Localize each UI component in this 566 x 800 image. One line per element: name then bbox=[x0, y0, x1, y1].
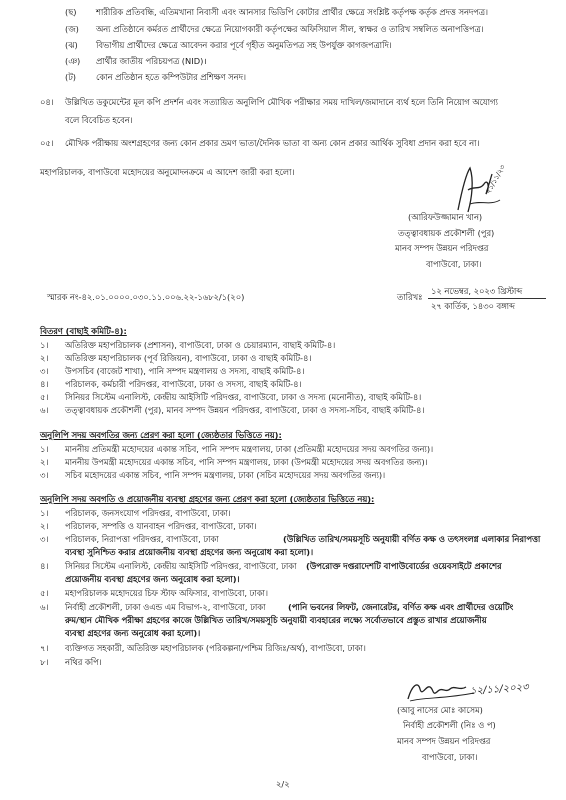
signer-designation: তত্ত্বাবধায়ক প্রকৌশলী (পুর) bbox=[398, 228, 495, 238]
list-item-note: প্রয়োজনীয় ব্যবস্থা গ্রহণের জন্য অনুরোধ করা হলো)। bbox=[65, 574, 240, 584]
copy-info-title: অনুলিপি সদয় অবগতির জন্য প্রেরণ করা হলো (জ্যেষ্ঠতার ভিত্তিতে নয়): bbox=[40, 430, 282, 440]
list-item: সিনিয়র সিস্টেম এনালিস্ট, কেন্দ্রীয় আইসিটি পরিদপ্তর, বাপাউবো, ঢাকা ও সদস্য (মনোনীত), বাছাই কমিটি-৪। bbox=[65, 392, 422, 402]
signer-office: বাপাউবো, ঢাকা। bbox=[422, 752, 478, 762]
item-text: বিভাগীয় প্রার্থীদের ক্ষেত্রে আবেদন করার পূর্বে গৃহীত অনুমতিপত্র সহ উপর্যুক্ত কাগজপত্রাদি। bbox=[96, 40, 392, 50]
list-number: ১। bbox=[40, 340, 49, 350]
item-text: কোন প্রতিষ্ঠান হতে কম্পিউটার প্রশিক্ষণ সনদ। bbox=[96, 72, 246, 82]
list-item: উপসচিব (বাজেট শাখা), পানি সম্পদ মন্ত্রণালয় ও সদস্য, বাছাই কমিটি-৪। bbox=[65, 366, 305, 376]
paragraph-text: বলে বিবেচিত হবেন। bbox=[65, 115, 133, 125]
list-item: মহাপরিচালক মহোদয়ের চিফ স্টাফ অফিসার, বাপাউবো, ঢাকা। bbox=[65, 588, 268, 598]
item-number: (ঞ) bbox=[65, 56, 81, 66]
list-item: অতিরিক্ত মহাপরিচালক (পূর্ব রিজিয়ন), বাপাউবো, ঢাকা ও বাছাই কমিটি-৪। bbox=[65, 353, 312, 363]
list-number: ৫। bbox=[40, 392, 49, 402]
signer-department: মানব সম্পদ উন্নয়ন পরিদপ্তর bbox=[395, 243, 489, 253]
list-number: ৫। bbox=[40, 588, 49, 598]
list-number: ২। bbox=[40, 457, 49, 467]
list-item: অতিরিক্ত মহাপরিচালক (প্রশাসন), বাপাউবো, ঢাকা ও চেয়ারম্যান, বাছাই কমিটি-৪। bbox=[65, 340, 336, 350]
list-item: তত্ত্বাবধায়ক প্রকৌশলী (পুর), মানব সম্পদ উন্নয়ন পরিদপ্তর, বাপাউবো, ঢাকা ও সদস্য-সচিব, বাছাই কমিটি-৪। bbox=[65, 405, 425, 415]
list-item-note: (উপরোক্ত দপ্তরাদেশটি বাপাউবোর্ডের ওয়েবসাইটে প্রকাশের bbox=[306, 561, 502, 571]
list-number: ৮। bbox=[40, 657, 49, 667]
list-item: নির্বাহী প্রকৌশলী, ঢাকা ওএন্ড এম বিভাগ-২, বাপাউবো, ঢাকা bbox=[65, 602, 266, 612]
list-item-note: ব্যবস্থা গ্রহণের জন্য অনুরোধ করা হলো)। bbox=[65, 628, 201, 638]
memo-number: স্মারক নং-৪২.০১.০০০০.০৩০.১১.০০৬.২২-১৬৮২/১(২০) bbox=[47, 292, 245, 302]
list-number: ৪। bbox=[40, 561, 49, 571]
item-number: (ঝ) bbox=[65, 40, 78, 50]
list-item: মাননীয় উপমন্ত্রী মহোদয়ের একান্ত সচিব, পানি সম্পদ মন্ত্রণালয়, ঢাকা (উপমন্ত্রী মহোদয়ের সদয় অবগতির জন্য)। bbox=[65, 457, 428, 467]
list-number: ৬। bbox=[40, 602, 49, 612]
date-label: তারিখঃ bbox=[397, 292, 423, 302]
copy-action-title: অনুলিপি সদয় অবগতি ও প্রয়োজনীয় ব্যবস্থা গ্রহণের জন্য প্রেরণ করা হলো (জ্যেষ্ঠতার ভিত্তিতে নয়): bbox=[40, 494, 375, 504]
item-number: (ট) bbox=[65, 72, 76, 82]
signer-name: (আবু নাসের মোঃ কাসেম) bbox=[397, 705, 483, 715]
list-item: পরিচালক, নিরাপত্তা পরিদপ্তর, বাপাউবো, ঢাকা bbox=[65, 534, 219, 544]
date-english: ১২ নভেম্বর, ২০২৩ খ্রিস্টাব্দ bbox=[431, 286, 523, 296]
list-number: ২। bbox=[40, 353, 49, 363]
list-number: ৬। bbox=[40, 405, 49, 415]
list-item: পরিচালক, জনসংযোগ পরিদপ্তর, বাপাউবো, ঢাকা। bbox=[65, 508, 231, 518]
list-item: পরিচালক, সম্পত্তি ও যানবাহন পরিদপ্তর, বাপাউবো, ঢাকা। bbox=[65, 521, 257, 531]
paragraph-number: ০৪। bbox=[40, 97, 54, 107]
list-number: ৩। bbox=[40, 470, 49, 480]
signer-office: বাপাউবো, ঢাকা। bbox=[426, 259, 482, 269]
date-bangla: ২৭ কার্তিক, ১৪৩০ বঙ্গাব্দ bbox=[431, 301, 515, 311]
list-item-note: (উল্লিখিত তারিখ/সময়সূচি অনুযায়ী বর্ণিত কক্ষ ও তৎসংলগ্ন এলাকার নিরাপত্তা bbox=[283, 534, 541, 544]
list-number: ৩। bbox=[40, 534, 49, 544]
list-item-note: (পানি ভবনের লিফট, জেনারেটর, বর্ণিত কক্ষ এবং প্রার্থীদের ওয়েটিং bbox=[288, 602, 514, 612]
list-item-note: ব্যবস্থা সুনিশ্চিত করার প্রয়োজনীয় ব্যবস্থা গ্রহণের জন্য অনুরোধ করা হলো)। bbox=[65, 547, 314, 557]
list-number: ১। bbox=[40, 444, 49, 454]
list-item: সিনিয়র সিস্টেম এনালিস্ট, কেন্দ্রীয় আইসিটি পরিদপ্তর, বাপাউবো, ঢাকা bbox=[65, 561, 297, 571]
item-text: প্রার্থীর জাতীয় পরিচয়পত্র (NID)। bbox=[96, 56, 207, 66]
paragraph-number: ০৫। bbox=[40, 138, 54, 148]
list-item-note: রুম/স্থান মৌখিক পরীক্ষা গ্রহণের কাজে উল্লিখিত তারিখ/সময়সূচি অনুযায়ী ব্যবহারের লক্ষ্যে সর্বোতভাবে প্রস্তুত রাখার প্রয়োজনীয় bbox=[65, 615, 487, 625]
signature-1 bbox=[440, 160, 510, 220]
item-number: (ছ) bbox=[65, 7, 77, 17]
list-number: ৪। bbox=[40, 379, 49, 389]
paragraph-text: উল্লিখিত ডকুমেন্টের মূল কপি প্রদর্শন এবং সত্যায়িত অনুলিপি মৌখিক পরীক্ষার সময় দাখিল/জমাদানে ব্যর্থ হলে তিনি নিয়োগ অযোগ্য bbox=[65, 97, 498, 107]
item-text: শারীরিক প্রতিবন্ধি, এতিমখানা নিবাসী এবং আনসার ভিডিপি কোটার প্রার্থীর ক্ষেত্রে সংশ্লিষ্ট কর্তৃপক্ষ কর্তৃক প্রদত্ত সনদপত্র। bbox=[96, 7, 488, 17]
paragraph-text: মৌখিক পরীক্ষায় অংশগ্রহণের জন্য কোন প্রকার ভ্রমণ ভাতা/দৈনিক ভাতা বা অন্য কোন প্রকার আর্থিক সুবিধা প্রদান করা হবে না। bbox=[65, 138, 480, 148]
list-number: ২। bbox=[40, 521, 49, 531]
list-number: ৩। bbox=[40, 366, 49, 376]
signer-department: মানব সম্পদ উন্নয়ন পরিদপ্তর bbox=[397, 736, 491, 746]
list-item: পরিচালক, কর্মচারী পরিদপ্তর, বাপাউবো, ঢাকা ও সদস্য, বাছাই কমিটি-৪। bbox=[65, 379, 302, 389]
signature-date: ১২/১১/২০২৩ bbox=[469, 681, 530, 698]
list-item: সচিব মহোদয়ের একান্ত সচিব, পানি সম্পদ মন্ত্রণালয়, ঢাকা (সচিব মহোদয়ের সদয় অবগতির জন্য)। bbox=[65, 470, 386, 480]
date-divider bbox=[428, 298, 546, 299]
list-item: মাননীয় প্রতিমন্ত্রী মহোদয়ের একান্ত সচিব, পানি সম্পদ মন্ত্রণালয়, ঢাকা (প্রতিমন্ত্রী মহোদয়ের সদয় অবগতির জন্য)। bbox=[65, 444, 434, 454]
item-text: অন্য প্রতিষ্ঠানে কর্মরত প্রার্থীদের ক্ষেত্রে নিয়োগকারী কর্তৃপক্ষের অফিসিয়াল সীল, স্বাক্ষর ও তারিখ সম্বলিত অনাপত্তিপত্র। bbox=[96, 24, 484, 34]
list-item: ব্যক্তিগত সহকারী, অতিরিক্ত মহাপরিচালক (পরিকল্পনা/পশ্চিম রিজিঃ/অর্থ), বাপাউবো, ঢাকা। bbox=[65, 643, 366, 653]
item-number: (জ) bbox=[65, 24, 79, 34]
approval-text: মহাপরিচালক, বাপাউবো মহোদয়ের অনুমোদনক্রমে এ আদেশ জারী করা হলো। bbox=[40, 167, 295, 177]
list-number: ৭। bbox=[40, 643, 49, 653]
page-number: ২/২ bbox=[276, 779, 290, 789]
list-number: ১। bbox=[40, 508, 49, 518]
signer-name: (আরিফউজ্জামান খান) bbox=[408, 212, 483, 222]
list-item: নথির কপি। bbox=[65, 657, 102, 667]
signer-designation: নির্বাহী প্রকৌশলী (নিঃ ও প) bbox=[403, 720, 496, 730]
signature-date: ২১/১১/২৩ bbox=[484, 163, 508, 196]
distribution-title: বিতরণ (বাছাই কমিটি-৪): bbox=[40, 326, 127, 336]
